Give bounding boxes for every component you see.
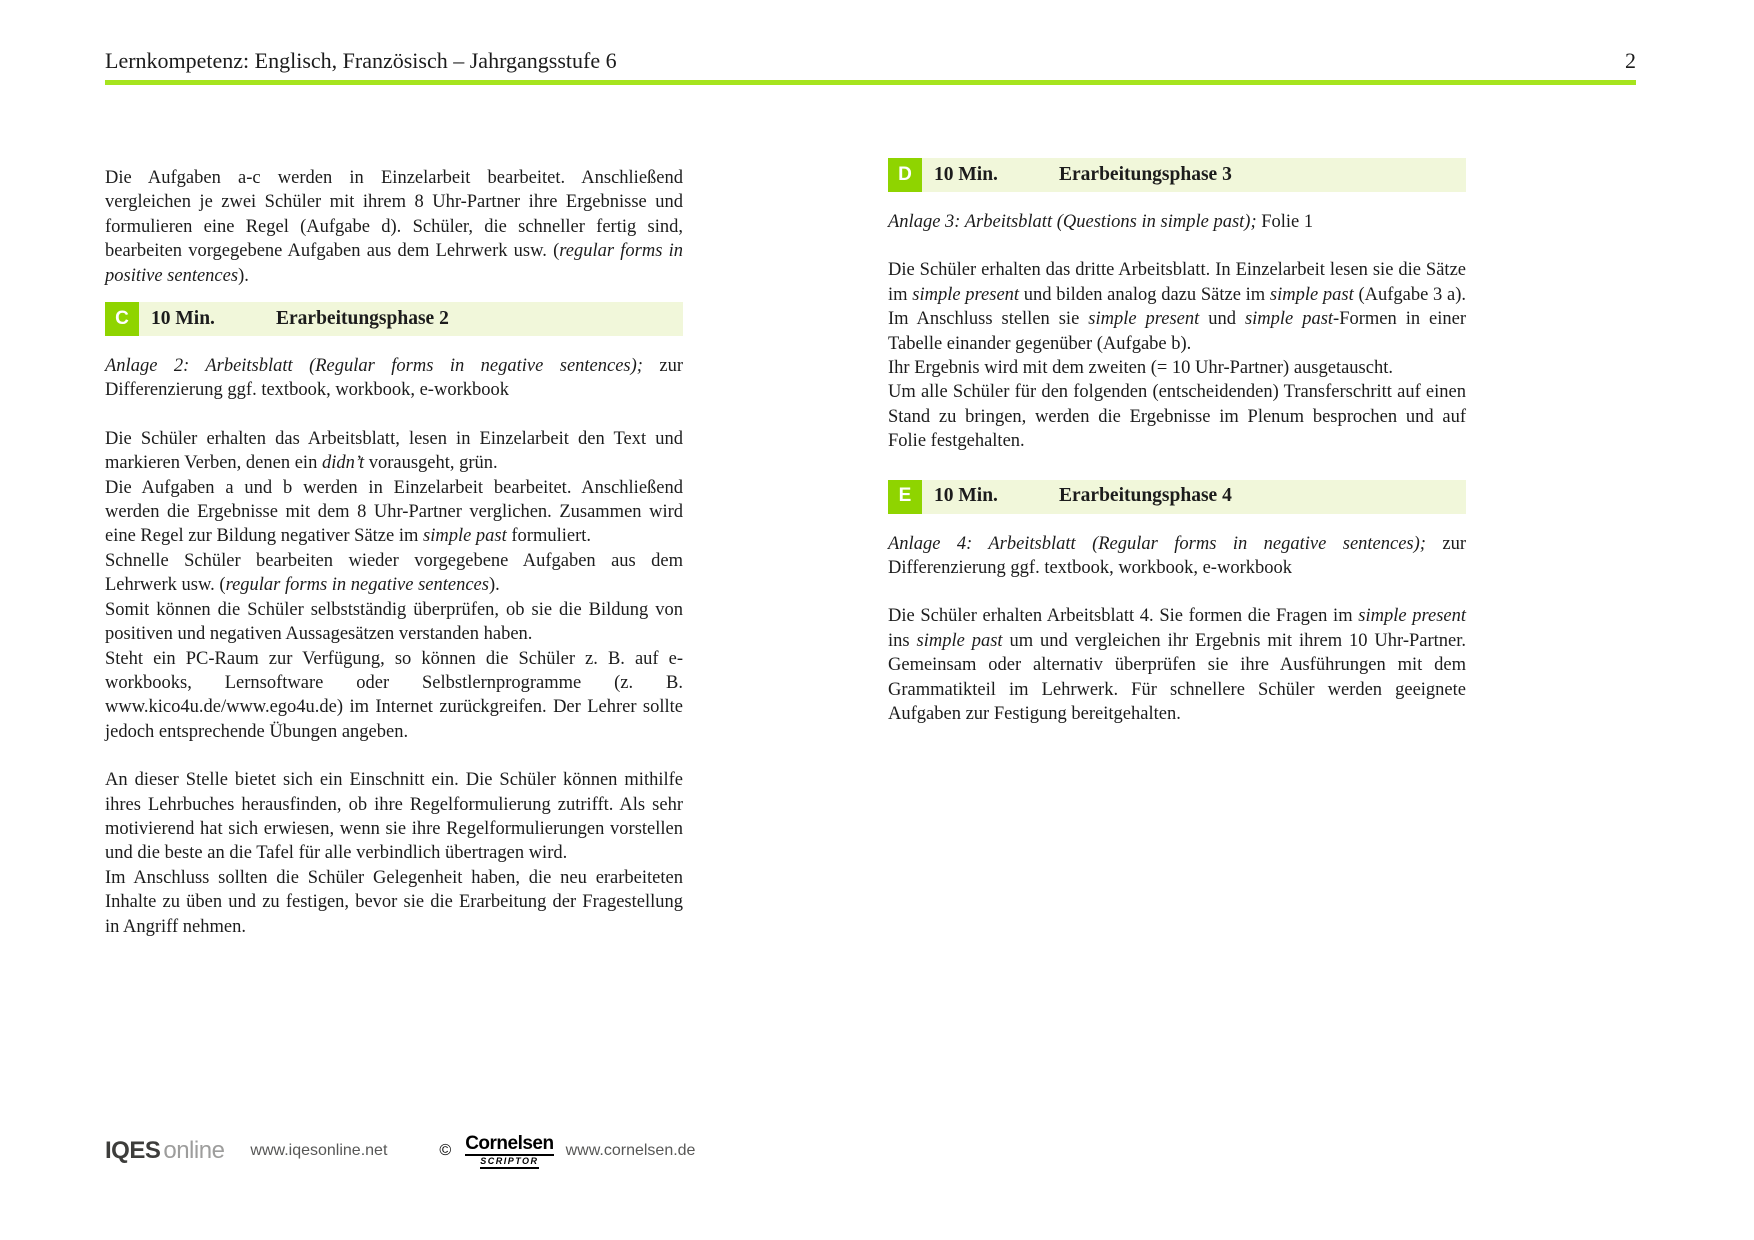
page-footer [105, 1134, 695, 1169]
cornelsen-scriptor-logo [465, 1134, 553, 1169]
iqes-url: www.iqesonline.net [250, 1142, 388, 1160]
left-column [105, 166, 683, 939]
main-text-block [105, 427, 683, 744]
anlage-2-note: Anlage 2: Arbeitsblatt (Regular forms in negative sentences); zur Differenzierung ggf. textbook, workbook, e-workbook [105, 356, 683, 401]
paragraph: Steht ein PC-Raum zur Verfügung, so können die Schüler z. B. auf e-workbooks, Lernsoftware oder Selbstlernprogramme (z. B. www.kico4u.de/www.ego4u.de) im Internet zurückgreifen. Der Lehrer sollte jedoch entsprechende Übungen angeben. [105, 648, 683, 742]
cornelsen-logo-text: Cornelsen [465, 1133, 554, 1154]
intro-paragraph: Die Aufgaben a-c werden in Einzelarbeit bearbeitet. Anschließend vergleichen je zwei Schüler mit ihrem 8 Uhr-Partner ihre Ergebnisse und formulieren eine Regel (Aufgabe d). Schüler, die schneller fertig sind, bearbeiten vorgegebene Aufgaben aus dem Lehrwerk usw. (regular forms in positive sentences). [105, 168, 683, 286]
closing-text-block [105, 768, 683, 939]
phase-letter-badge: D [888, 158, 922, 192]
page-header [105, 48, 1636, 74]
page-number: 2 [1625, 48, 1636, 73]
paragraph: Um alle Schüler für den folgenden (entscheidenden) Transferschritt auf einen Stand zu bringen, werden die Ergebnisse im Plenum besprochen und auf Folie festgehalten. [888, 382, 1466, 452]
anlage-4-note: Anlage 4: Arbeitsblatt (Regular forms in negative sentences); zur Differenzierung ggf. textbook, workbook, e-workbook [888, 533, 1466, 579]
paragraph: Die Schüler erhalten Arbeitsblatt 4. Sie formen die Fragen im simple present ins simple past um und vergleichen ihr Ergebnis mit ihrem 10 Uhr-Partner. Gemeinsam oder alternativ überprüfen sie ihre Ausführungen mit dem Grammatikteil im Lehrwerk. Für schnellere Schüler werden geeignete Aufgaben zur Festigung bereitgehalten. [888, 606, 1467, 725]
page-title: Lernkompetenz: Englisch, Französisch – Jahrgangsstufe 6 [105, 48, 617, 73]
iqes-online-logo [105, 1137, 224, 1165]
phase-header-c [105, 302, 683, 336]
paragraph: An dieser Stelle bietet sich ein Einschnitt ein. Die Schüler können mithilfe ihres Lehrbuches herausfinden, ob ihre Regelformulierung zutrifft. Als sehr motivierend hat sich erwiesen, wenn sie ihre Regelformulierungen vorstellen und die beste an die Tafel für alle verbindlich übertragen wird. [105, 770, 683, 864]
paragraph: Somit können die Schüler selbstständig überprüfen, ob sie die Bildung von positiven und negativen Aussagesätzen verstanden haben. [105, 599, 683, 645]
phase-title: Erarbeitungsphase 4 [1059, 485, 1232, 507]
anlage-3-note: Anlage 3: Arbeitsblatt (Questions in simple past); Folie 1 [888, 212, 1314, 232]
phase-duration: 10 Min. [934, 485, 998, 507]
phase-duration: 10 Min. [934, 163, 998, 185]
cornelsen-url: www.cornelsen.de [565, 1142, 696, 1160]
header-rule [105, 80, 1636, 85]
paragraph: Die Schüler erhalten das Arbeitsblatt, lesen in Einzelarbeit den Text und markieren Verben, denen ein didn’t vorausgeht, grün. [105, 428, 683, 474]
phase-letter-badge: C [105, 302, 139, 336]
iqes-logo-text: IQES [105, 1137, 161, 1165]
phase-title: Erarbeitungsphase 2 [276, 307, 449, 329]
phase-letter-badge: E [888, 480, 922, 514]
main-text-block [888, 258, 1466, 453]
paragraph: Schnelle Schüler bearbeiten wieder vorgegebene Aufgaben aus dem Lehrwerk usw. (regular forms in negative sentences). [105, 550, 683, 596]
main-text-block [888, 604, 1466, 726]
copyright-icon: © [439, 1142, 452, 1160]
phase-header-e [888, 480, 1466, 514]
phase-header-d [888, 158, 1466, 192]
paragraph: Im Anschluss sollten die Schüler Gelegenheit haben, die neu erarbeiteten Inhalte zu üben und zu festigen, bevor sie die Erarbeitung der Fragestellung in Angriff nehmen. [105, 867, 683, 937]
cornelsen-logo-subtext: SCRIPTOR [480, 1156, 538, 1169]
phase-title: Erarbeitungsphase 3 [1059, 163, 1232, 185]
paragraph: Die Schüler erhalten das dritte Arbeitsblatt. In Einzelarbeit lesen sie die Sätze im simple present und bilden analog dazu Sätze im simple past (Aufgabe 3 a). Im Anschluss stellen sie simple present und simple past-Formen in einer Tabelle einander gegenüber (Aufgabe b). [888, 260, 1467, 354]
iqes-logo-text-light: online [163, 1137, 225, 1165]
phase-duration: 10 Min. [151, 307, 215, 329]
right-column [888, 158, 1466, 727]
paragraph: Ihr Ergebnis wird mit dem zweiten (= 10 Uhr-Partner) ausgetauscht. [888, 358, 1393, 379]
paragraph: Die Aufgaben a und b werden in Einzelarbeit bearbeitet. Anschließend werden die Ergebnisse mit dem 8 Uhr-Partner verglichen. Zusammen wird eine Regel zur Bildung negativer Sätze im simple past formuliert. [105, 477, 683, 547]
